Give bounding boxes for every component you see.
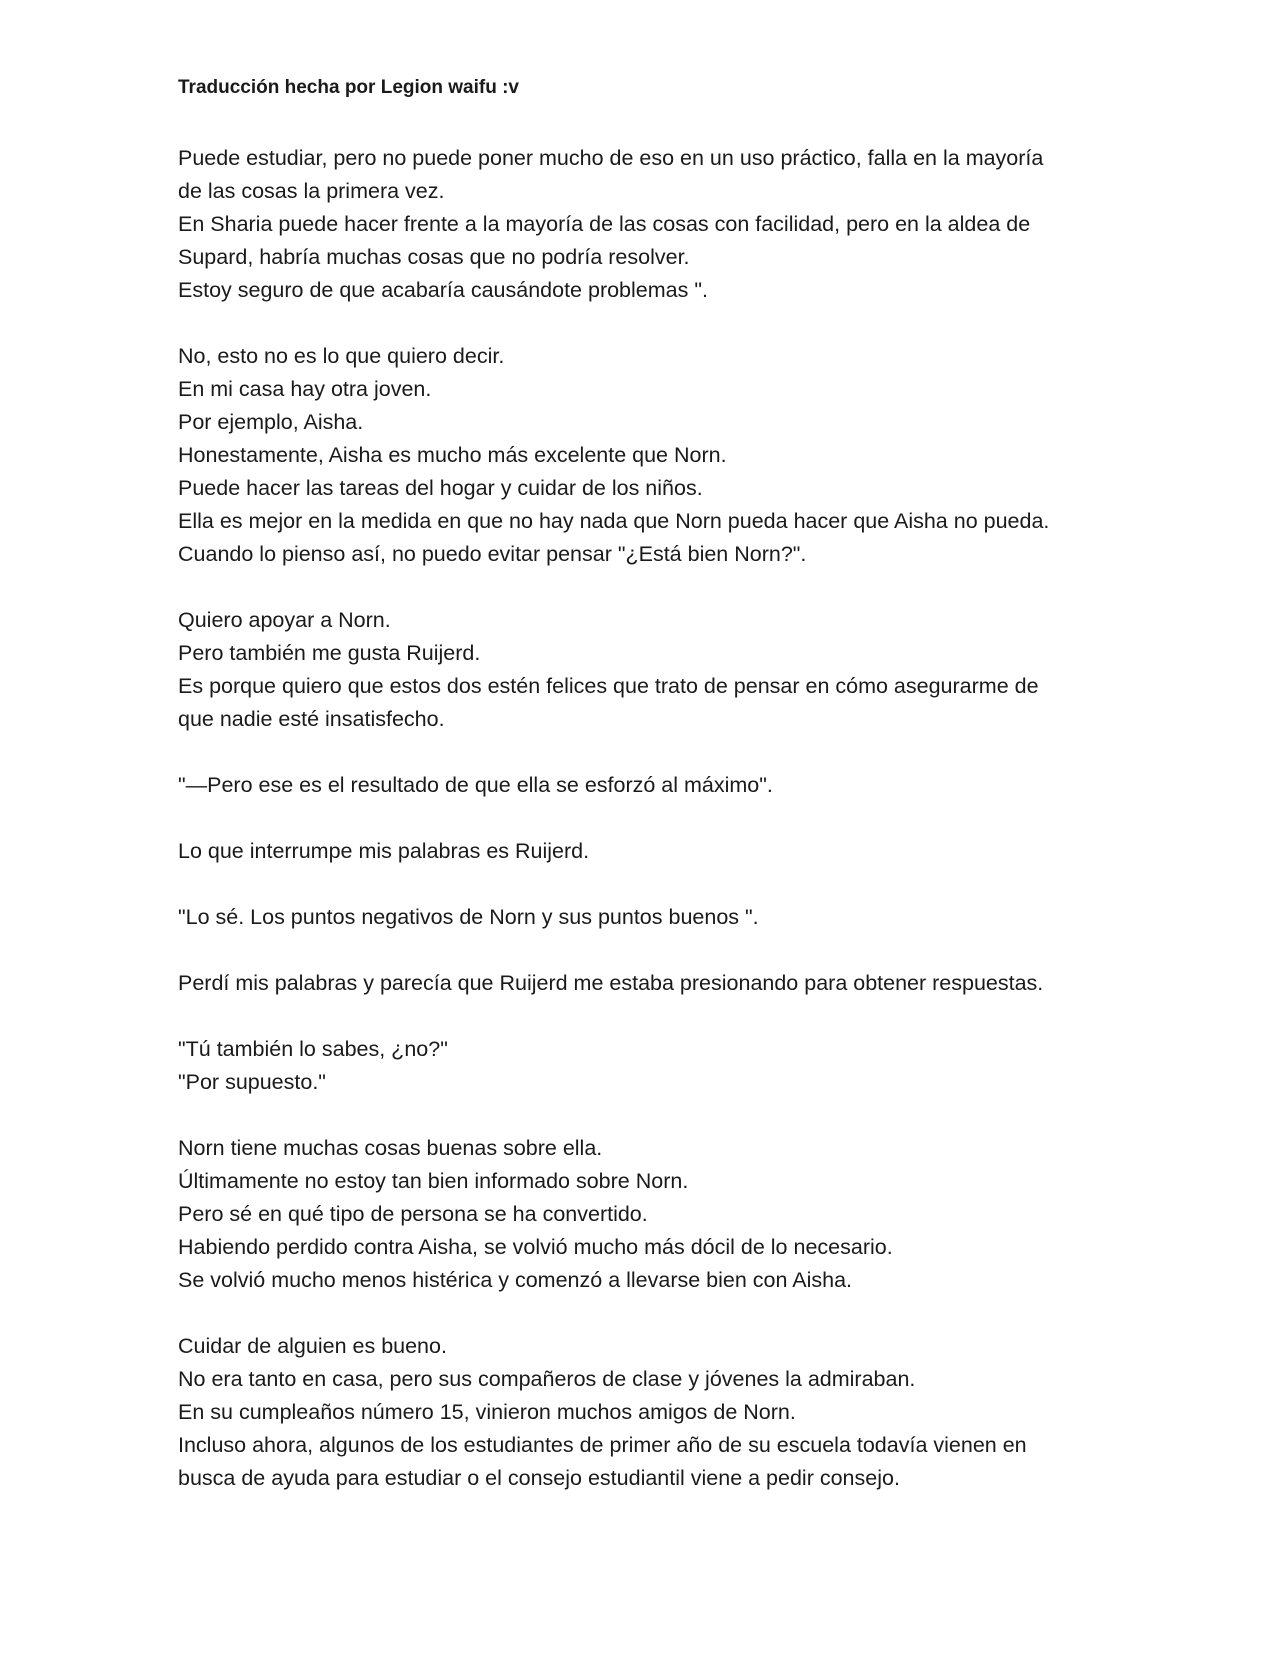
text-line: de las cosas la primera vez. xyxy=(178,179,445,203)
text-line: busca de ayuda para estudiar o el consejo estudiantil viene a pedir consejo. xyxy=(178,1466,900,1490)
text-line: Puede hacer las tareas del hogar y cuidar de los niños. xyxy=(178,476,703,500)
text-line: En su cumpleaños número 15, vinieron muchos amigos de Norn. xyxy=(178,1400,796,1424)
text-line: No, esto no es lo que quiero decir. xyxy=(178,344,505,368)
text-line: Por ejemplo, Aisha. xyxy=(178,410,364,434)
text-line: "Por supuesto." xyxy=(178,1070,326,1094)
paragraph xyxy=(178,1033,1118,1099)
text-line: Lo que interrumpe mis palabras es Ruijerd. xyxy=(178,839,590,863)
paragraph xyxy=(178,835,1118,868)
text-line: Cuando lo pienso así, no puedo evitar pensar "¿Está bien Norn?". xyxy=(178,542,807,566)
text-line: Estoy seguro de que acabaría causándote problemas ". xyxy=(178,278,708,302)
text-line: Norn tiene muchas cosas buenas sobre ella. xyxy=(178,1136,603,1160)
text-line: Perdí mis palabras y parecía que Ruijerd me estaba presionando para obtener respuestas. xyxy=(178,971,1044,995)
text-line: "Tú también lo sabes, ¿no?" xyxy=(178,1037,448,1061)
paragraph xyxy=(178,604,1118,736)
text-line: Ella es mejor en la medida en que no hay nada que Norn pueda hacer que Aisha no pueda. xyxy=(178,509,1050,533)
paragraph xyxy=(178,142,1118,307)
text-line: En Sharia puede hacer frente a la mayoría de las cosas con facilidad, pero en la aldea de xyxy=(178,212,1031,236)
text-line: Se volvió mucho menos histérica y comenzó a llevarse bien con Aisha. xyxy=(178,1268,853,1292)
text-line: que nadie esté insatisfecho. xyxy=(178,707,445,731)
document-heading: Traducción hecha por Legion waifu :v xyxy=(178,77,519,98)
text-line: Últimamente no estoy tan bien informado sobre Norn. xyxy=(178,1169,689,1193)
text-line: No era tanto en casa, pero sus compañeros de clase y jóvenes la admiraban. xyxy=(178,1367,916,1391)
paragraph xyxy=(178,769,1118,802)
text-line: Habiendo perdido contra Aisha, se volvió mucho más dócil de lo necesario. xyxy=(178,1235,893,1259)
text-line: Es porque quiero que estos dos estén felices que trato de pensar en cómo asegurarme de xyxy=(178,674,1039,698)
text-line: Quiero apoyar a Norn. xyxy=(178,608,391,632)
text-line: "—Pero ese es el resultado de que ella se esforzó al máximo". xyxy=(178,773,773,797)
paragraph xyxy=(178,340,1118,571)
paragraph xyxy=(178,901,1118,934)
paragraph-list xyxy=(178,142,1118,1495)
document-body xyxy=(178,74,1118,1528)
text-line: Pero también me gusta Ruijerd. xyxy=(178,641,481,665)
paragraph xyxy=(178,1132,1118,1297)
text-line: Cuidar de alguien es bueno. xyxy=(178,1334,447,1358)
text-line: Pero sé en qué tipo de persona se ha convertido. xyxy=(178,1202,648,1226)
text-line: Puede estudiar, pero no puede poner mucho de eso en un uso práctico, falla en la mayoría xyxy=(178,146,1044,170)
text-line: Honestamente, Aisha es mucho más excelente que Norn. xyxy=(178,443,727,467)
text-line: Supard, habría muchas cosas que no podría resolver. xyxy=(178,245,690,269)
text-line: Incluso ahora, algunos de los estudiantes de primer año de su escuela todavía vienen en xyxy=(178,1433,1027,1457)
text-line: En mi casa hay otra joven. xyxy=(178,377,432,401)
paragraph xyxy=(178,1330,1118,1495)
paragraph xyxy=(178,967,1118,1000)
text-line: "Lo sé. Los puntos negativos de Norn y sus puntos buenos ". xyxy=(178,905,759,929)
